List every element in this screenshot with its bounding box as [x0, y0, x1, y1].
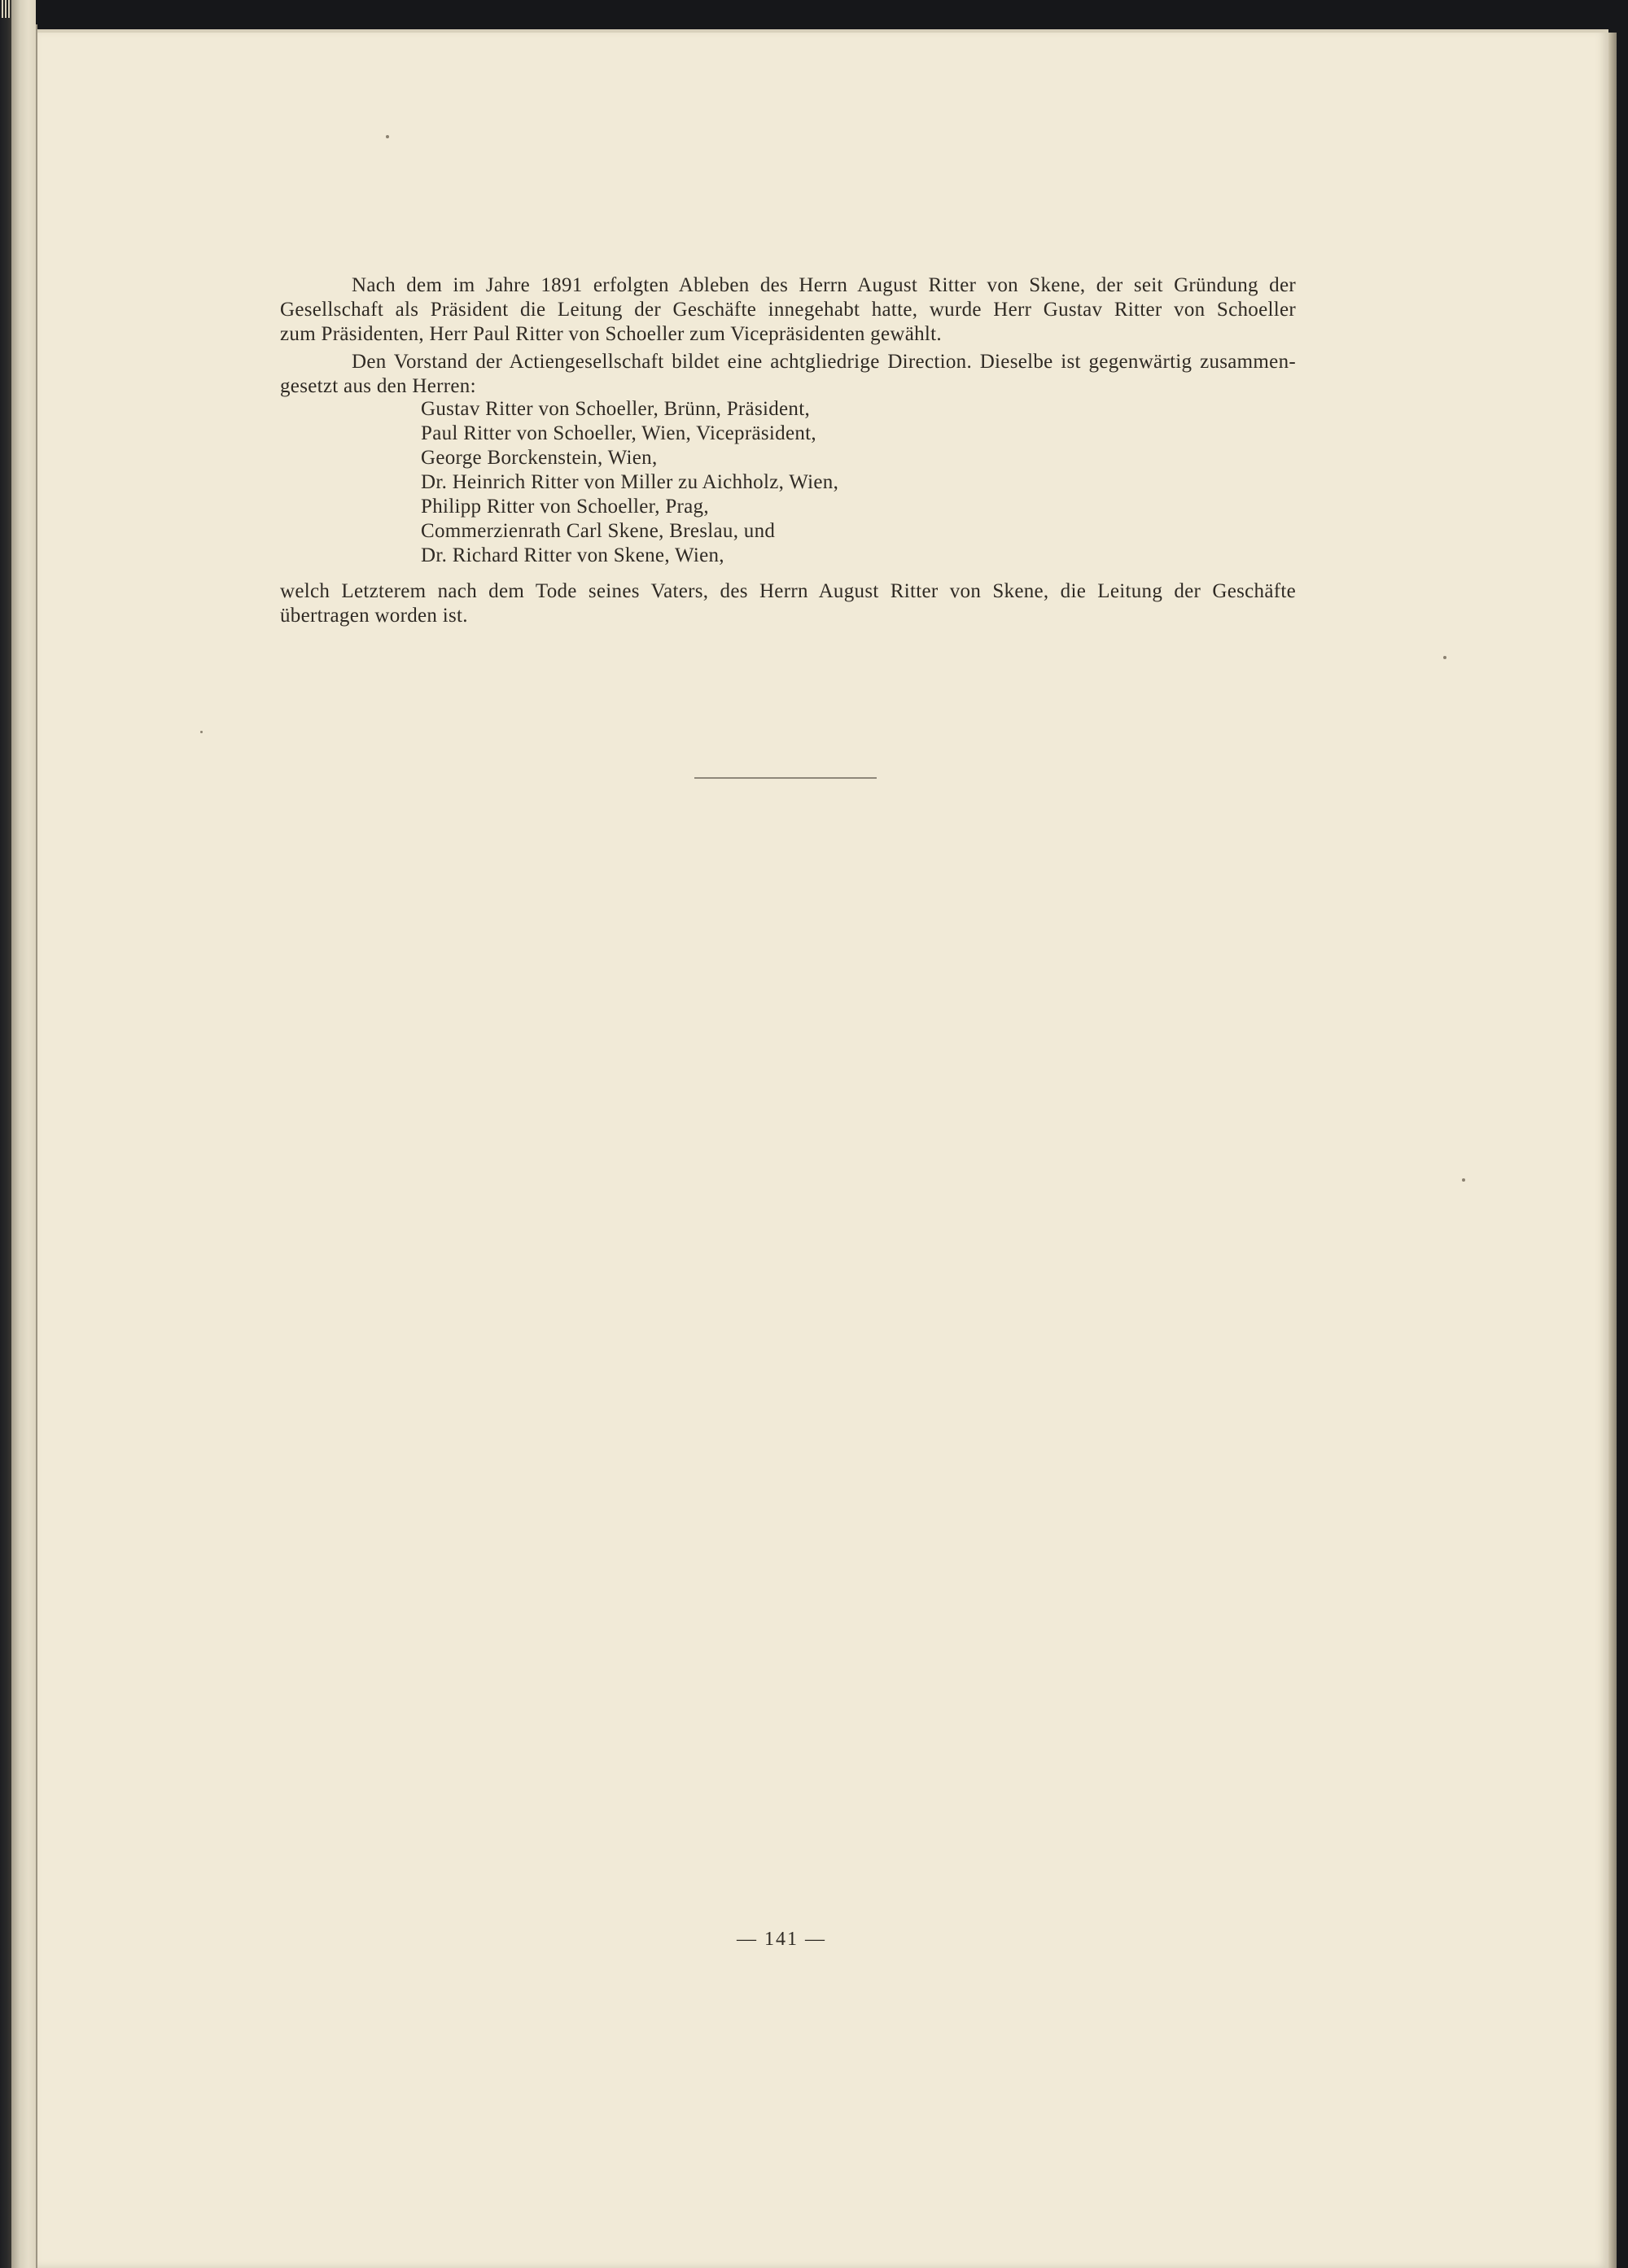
board-member: Dr. Heinrich Ritter von Miller zu Aichholz, Wien,: [421, 471, 839, 493]
text-line: gesetzt aus den Herren:: [280, 375, 476, 397]
paper-speck: [1443, 656, 1446, 659]
text-line: Den Vorstand der Actiengesellschaft bildet eine achtgliedrige Direction. Dieselbe ist gegenwärtig zusammen-: [352, 351, 1296, 373]
section-divider: [694, 777, 877, 779]
page-right-edge: [1608, 33, 1617, 2268]
board-member: Gustav Ritter von Schoeller, Brünn, Präsident,: [421, 398, 811, 420]
text-line: Nach dem im Jahre 1891 erfolgten Ableben des Herrn August Ritter von Skene, der seit Gründung der: [352, 274, 1296, 296]
paper-speck: [1462, 1178, 1465, 1182]
paper-speck: [386, 135, 389, 138]
board-member: Philipp Ritter von Schoeller, Prag,: [421, 496, 709, 518]
board-member-list: [421, 397, 838, 568]
board-member: George Borckenstein, Wien,: [421, 447, 658, 469]
board-member: Paul Ritter von Schoeller, Wien, Vicepräsident,: [421, 422, 816, 444]
board-member: Commerzienrath Carl Skene, Breslau, und: [421, 520, 776, 542]
paragraph-succession: [280, 273, 1296, 347]
text-line: Gesellschaft als Präsident die Leitung der Geschäfte innegehabt hatte, wurde Herr Gustav Ritter von Schoeller: [280, 299, 1296, 321]
board-member: Dr. Richard Ritter von Skene, Wien,: [421, 544, 724, 566]
text-line: welch Letzterem nach dem Tode seines Vaters, des Herrn August Ritter von Skene, die Leitung der Geschäfte: [280, 580, 1296, 602]
page-gutter: [11, 0, 36, 2268]
paragraph-management: [280, 579, 1296, 628]
text-line: zum Präsidenten, Herr Paul Ritter von Schoeller zum Vicepräsidenten gewählt.: [280, 323, 942, 345]
binding-tape: [2, 0, 10, 18]
paper-speck: [200, 731, 203, 733]
book-binding: [0, 0, 11, 2268]
text-line: übertragen worden ist.: [280, 605, 468, 627]
page-top-edge: [37, 29, 1608, 33]
page-number: — 141 —: [737, 1929, 826, 1950]
paragraph-board: [280, 350, 1296, 399]
